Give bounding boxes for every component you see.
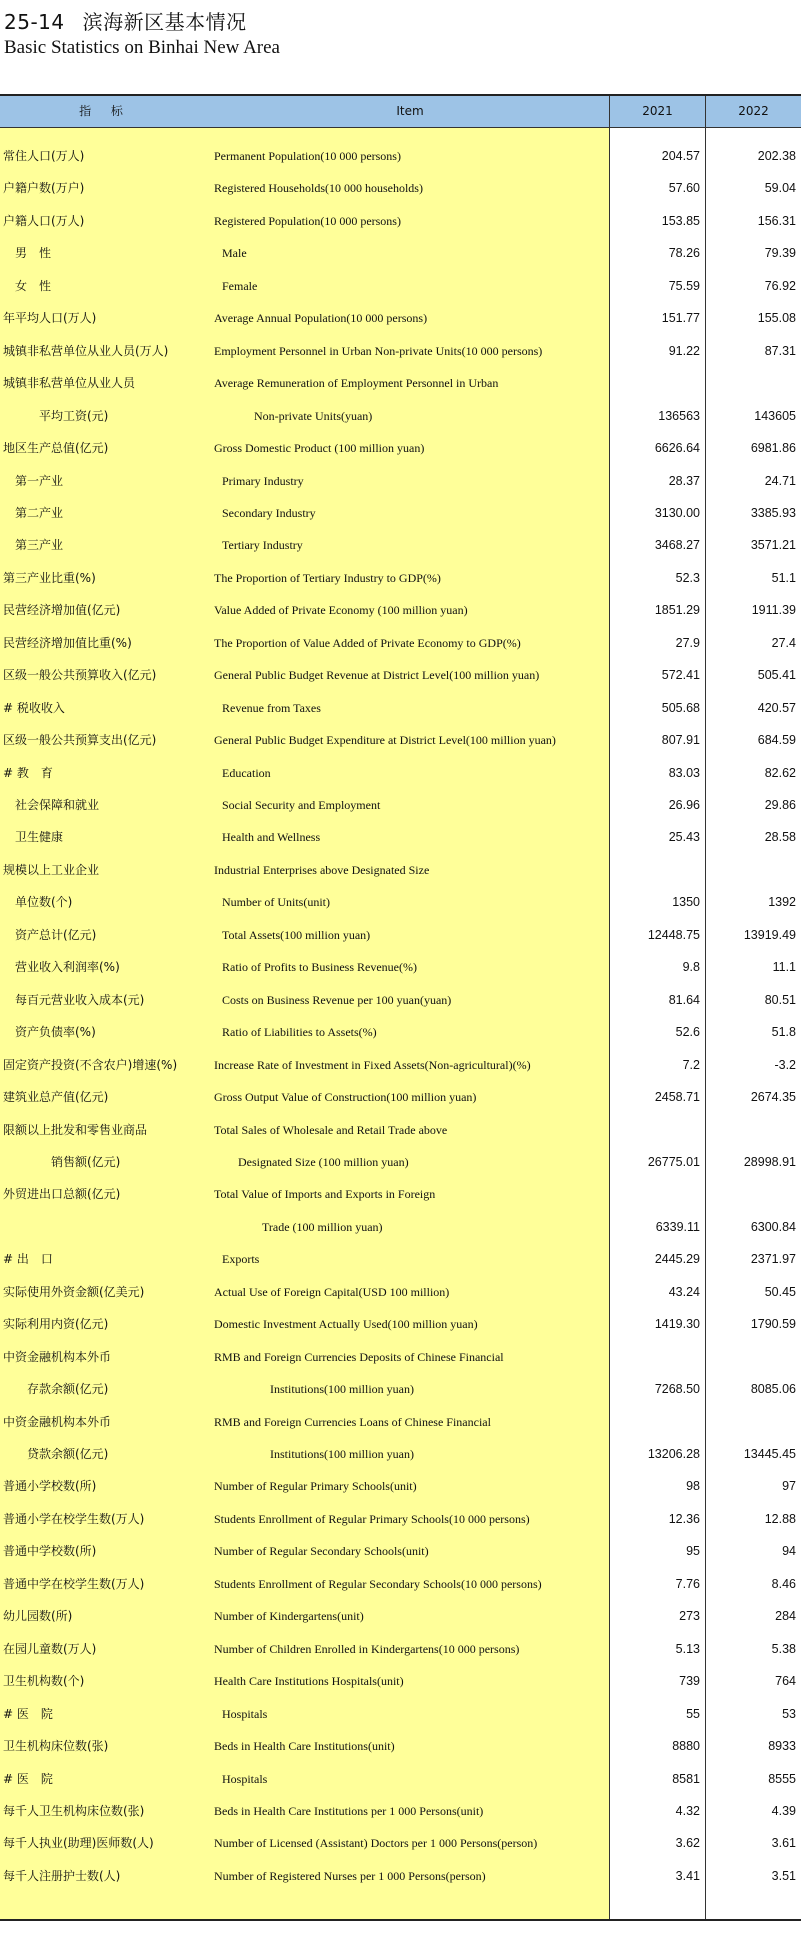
row-item-en: Total Sales of Wholesale and Retail Trade above (214, 1122, 448, 1137)
row-indicator-cn: 普通小学校数(所) (3, 1479, 97, 1494)
row-item-en: Registered Households(10 000 households) (214, 181, 423, 196)
row-indicator-cn: 户籍户数(万户) (3, 181, 85, 196)
value-2021: 1419.30 (654, 1317, 700, 1332)
value-2022: 3.61 (771, 1836, 796, 1851)
row-item-en: Permanent Population(10 000 persons) (214, 149, 401, 163)
row-indicator-cn: 贷款余额(亿元) (27, 1447, 109, 1461)
row-item-en: Gross Domestic Product (100 million yuan) (214, 441, 425, 456)
table-row (0, 1211, 801, 1243)
value-2022: 8.46 (771, 1576, 796, 1591)
table-row (0, 1827, 801, 1859)
value-2022: 8933 (768, 1739, 796, 1754)
table-row (0, 724, 801, 756)
table-row (0, 627, 801, 659)
row-item-en: Registered Population(10 000 persons) (214, 213, 401, 228)
value-2021: 27.9 (675, 635, 700, 650)
table-title-en: Basic Statistics on Binhai New Area (4, 37, 280, 58)
value-2021: 8581 (672, 1771, 700, 1786)
value-2021: 98 (686, 1479, 700, 1494)
row-item-en: Secondary Industry (222, 505, 316, 520)
table-row (0, 854, 801, 886)
table-row (0, 270, 801, 302)
row-indicator-cn: 年平均人口(万人) (3, 311, 97, 326)
row-indicator-cn: 城镇非私营单位从业人员(万人) (3, 343, 169, 358)
value-2022: 155.08 (757, 311, 796, 326)
row-item-en: Total Value of Imports and Exports in Foreign (214, 1187, 436, 1202)
row-indicator-cn: 销售额(亿元) (51, 1154, 121, 1169)
row-indicator-cn: 普通中学校数(所) (3, 1544, 97, 1559)
value-2022: 24.71 (764, 473, 796, 488)
header-year-2021: 2021 (642, 104, 673, 118)
row-indicator-cn: 每千人卫生机构床位数(张) (3, 1803, 145, 1818)
row-item-en: Number of Registered Nurses per 1 000 Persons(person) (214, 1868, 486, 1883)
value-2021: 5.13 (675, 1641, 700, 1656)
value-2022: 28.58 (764, 830, 796, 845)
value-2022: 51.8 (771, 1025, 796, 1040)
row-item-en: Actual Use of Foreign Capital(USD 100 million) (214, 1284, 450, 1299)
row-item-en: Number of Licensed (Assistant) Doctors per 1 000 Persons(person) (214, 1836, 538, 1851)
value-2022: 5.38 (771, 1641, 796, 1656)
table-row (0, 205, 801, 237)
row-item-en: Primary Industry (222, 473, 304, 488)
value-2021: 55 (686, 1706, 700, 1721)
row-indicator-cn: 女 性 (15, 278, 52, 293)
value-2022: 4.39 (771, 1803, 796, 1818)
table-row (0, 789, 801, 821)
value-2021: 6339.11 (655, 1219, 700, 1234)
row-indicator-cn: 实际使用外资金额(亿美元) (3, 1284, 145, 1299)
row-indicator-cn: 规模以上工业企业 (3, 862, 100, 877)
row-indicator-cn: 第一产业 (15, 473, 64, 488)
row-indicator-cn: 固定资产投资(不含农户)增速(%) (3, 1057, 178, 1072)
value-2021: 26.96 (668, 798, 700, 812)
row-item-en: Beds in Health Care Institutions(unit) (214, 1739, 395, 1754)
value-2021: 505.68 (661, 700, 700, 715)
value-2021: 204.57 (661, 149, 700, 163)
table-row (0, 1243, 801, 1275)
value-2022: 80.51 (764, 992, 796, 1007)
table-row (0, 367, 801, 399)
value-2022: 1911.39 (751, 603, 796, 618)
row-item-en: Industrial Enterprises above Designated Size (214, 862, 430, 877)
table-row (0, 692, 801, 724)
table-row (0, 465, 801, 497)
row-indicator-cn: 普通中学在校学生数(万人) (3, 1576, 145, 1591)
value-2021: 136563 (658, 408, 700, 423)
row-item-en: Ratio of Profits to Business Revenue(%) (222, 960, 417, 975)
value-2021: 153.85 (661, 213, 700, 228)
row-indicator-cn: 男 性 (15, 246, 52, 261)
row-item-en: Average Remuneration of Employment Personnel in Urban (214, 376, 499, 391)
table-row (0, 1730, 801, 1762)
value-2021: 26775.01 (647, 1154, 700, 1169)
table-row (0, 1081, 801, 1113)
row-item-en: Number of Units(unit) (222, 895, 330, 910)
row-indicator-cn: 卫生机构数(个) (3, 1674, 85, 1689)
value-2021: 83.03 (668, 765, 700, 780)
table-row (0, 886, 801, 918)
row-item-en: Students Enrollment of Regular Primary Schools(10 000 persons) (214, 1511, 530, 1526)
row-item-en: RMB and Foreign Currencies Deposits of Chinese Financial (214, 1349, 504, 1364)
row-item-en: Ratio of Liabilities to Assets(%) (222, 1025, 377, 1040)
row-indicator-cn: 每百元营业收入成本(元) (15, 992, 145, 1007)
value-2022: 3385.93 (750, 505, 796, 520)
value-2021: 739 (679, 1674, 700, 1689)
row-indicator-cn: 中资金融机构本外币 (3, 1414, 112, 1429)
value-2021: 25.43 (668, 830, 700, 845)
row-item-en: Students Enrollment of Regular Secondary Schools(10 000 persons) (214, 1576, 542, 1591)
value-2021: 95 (686, 1544, 700, 1559)
row-indicator-cn: 中资金融机构本外币 (3, 1349, 112, 1364)
row-indicator-cn: 区级一般公共预算支出(亿元) (3, 733, 157, 748)
header-indicator-cn: 指 标 (79, 104, 131, 118)
value-2022: 27.4 (771, 635, 796, 650)
table-row (0, 1341, 801, 1373)
table-row (0, 1406, 801, 1438)
table-row (0, 1535, 801, 1567)
table-row (0, 432, 801, 464)
value-2021: 7268.50 (654, 1382, 700, 1397)
table-row (0, 919, 801, 951)
value-2021: 52.6 (675, 1025, 700, 1040)
value-2022: 6981.86 (750, 441, 796, 456)
value-2021: 13206.28 (647, 1447, 700, 1461)
row-item-en: Social Security and Employment (222, 798, 381, 812)
row-indicator-cn: 每千人执业(助理)医师数(人) (3, 1836, 154, 1851)
value-2022: 79.39 (764, 246, 796, 261)
row-indicator-cn: 存款余额(亿元) (27, 1382, 109, 1397)
table-row (0, 1016, 801, 1048)
value-2022: 97 (782, 1479, 796, 1494)
row-indicator-cn: # 医 院 (3, 1771, 53, 1786)
table-row (0, 1503, 801, 1535)
value-2021: 52.3 (675, 570, 700, 585)
row-indicator-cn: 实际利用内资(亿元) (3, 1317, 109, 1332)
value-2021: 8880 (672, 1739, 700, 1754)
value-2022: 8555 (768, 1771, 796, 1786)
table-row (0, 1600, 801, 1632)
row-item-en: Value Added of Private Economy (100 million yuan) (214, 603, 468, 618)
row-item-en: Health Care Institutions Hospitals(unit) (214, 1674, 404, 1689)
value-2022: 76.92 (764, 278, 796, 293)
row-item-en: Hospitals (222, 1706, 268, 1721)
column-divider (609, 96, 610, 1919)
table-row (0, 1568, 801, 1600)
table-row (0, 140, 801, 172)
row-item-en: Health and Wellness (222, 830, 321, 845)
table-row (0, 1633, 801, 1665)
value-2022: 3.51 (771, 1868, 796, 1883)
value-2022: 82.62 (764, 765, 796, 780)
row-item-en: The Proportion of Value Added of Private Economy to GDP(%) (214, 635, 521, 650)
row-indicator-cn: 平均工资(元) (39, 408, 109, 423)
row-indicator-cn: 建筑业总产值(亿元) (3, 1090, 109, 1105)
row-indicator-cn: # 教 育 (3, 765, 53, 780)
row-indicator-cn: 民营经济增加值比重(%) (3, 635, 132, 650)
row-item-en: Number of Regular Secondary Schools(unit) (214, 1544, 429, 1559)
value-2021: 273 (679, 1609, 700, 1624)
title-cn-text: 滨海新区基本情况 (82, 10, 247, 34)
header-year-2022: 2022 (738, 104, 769, 118)
row-indicator-cn: 营业收入利润率(%) (15, 960, 120, 975)
table-row (0, 659, 801, 691)
value-2022: 13919.49 (743, 927, 796, 942)
value-2022: 1392 (768, 895, 796, 910)
value-2022: 2674.35 (750, 1090, 796, 1105)
value-2021: 12.36 (668, 1511, 700, 1526)
value-2022: 59.04 (764, 181, 796, 196)
value-2021: 43.24 (668, 1284, 700, 1299)
row-indicator-cn: 限额以上批发和零售业商品 (3, 1122, 148, 1137)
table-row (0, 497, 801, 529)
value-2022: 143605 (754, 408, 796, 423)
row-item-en: Female (222, 278, 258, 293)
value-2022: -3.2 (774, 1057, 796, 1072)
value-2022: 12.88 (764, 1511, 796, 1526)
value-2022: 11.1 (772, 960, 796, 975)
table-row (0, 529, 801, 561)
table-row (0, 1146, 801, 1178)
row-indicator-cn: 第二产业 (15, 505, 64, 520)
row-item-en: Institutions(100 million yuan) (270, 1447, 414, 1461)
row-indicator-cn: # 医 院 (3, 1706, 53, 1721)
column-divider (705, 96, 706, 1919)
table-row (0, 1276, 801, 1308)
value-2022: 29.86 (764, 798, 796, 812)
row-indicator-cn: 卫生机构床位数(张) (3, 1739, 109, 1754)
value-2021: 9.8 (682, 960, 700, 975)
table-row (0, 1114, 801, 1146)
row-indicator-cn: 幼儿园数(所) (3, 1609, 73, 1624)
table-row (0, 984, 801, 1016)
row-indicator-cn: 单位数(个) (15, 895, 73, 910)
value-2022: 13445.45 (743, 1447, 796, 1461)
value-2022: 284 (775, 1609, 796, 1624)
table-row (0, 594, 801, 626)
table-body (0, 128, 801, 1919)
table-title-cn (4, 6, 247, 35)
table-row (0, 1698, 801, 1730)
row-indicator-cn: 第三产业比重(%) (3, 570, 96, 585)
value-2021: 6626.64 (654, 441, 700, 456)
value-2022: 53 (782, 1706, 796, 1721)
row-item-en: Trade (100 million yuan) (262, 1219, 383, 1234)
row-item-en: Gross Output Value of Construction(100 million yuan) (214, 1090, 477, 1105)
row-indicator-cn: 社会保障和就业 (15, 798, 100, 812)
value-2021: 3.62 (675, 1836, 700, 1851)
row-item-en: Number of Kindergartens(unit) (214, 1609, 364, 1624)
row-indicator-cn: 资产总计(亿元) (15, 927, 97, 942)
header-item-en: Item (396, 104, 424, 118)
row-indicator-cn: 卫生健康 (15, 830, 64, 845)
row-item-en: Exports (222, 1252, 260, 1267)
value-2022: 2371.97 (750, 1252, 796, 1267)
table-row (0, 1763, 801, 1795)
row-indicator-cn: 城镇非私营单位从业人员 (3, 376, 136, 391)
row-item-en: Revenue from Taxes (222, 700, 321, 715)
row-item-en: Hospitals (222, 1771, 268, 1786)
value-2022: 764 (775, 1674, 796, 1689)
bottom-rule (0, 1919, 801, 1921)
row-item-en: Increase Rate of Investment in Fixed Assets(Non-agricultural)(%) (214, 1057, 531, 1072)
row-indicator-cn: 户籍人口(万人) (3, 213, 85, 228)
row-indicator-cn: 在园儿童数(万人) (3, 1641, 97, 1656)
row-indicator-cn: # 税收收入 (3, 700, 65, 715)
table-row (0, 335, 801, 367)
row-indicator-cn: 区级一般公共预算收入(亿元) (3, 668, 157, 683)
row-item-en: The Proportion of Tertiary Industry to GDP(%) (214, 570, 441, 585)
table-row (0, 951, 801, 983)
value-2022: 6300.84 (750, 1219, 796, 1234)
row-indicator-cn: 民营经济增加值(亿元) (3, 603, 121, 618)
value-2021: 572.41 (661, 668, 700, 683)
value-2021: 28.37 (668, 473, 700, 488)
row-indicator-cn: 普通小学在校学生数(万人) (3, 1511, 145, 1526)
table-row (0, 1470, 801, 1502)
row-item-en: General Public Budget Expenditure at District Level(100 million yuan) (214, 733, 556, 748)
table-row (0, 757, 801, 789)
table-row (0, 1049, 801, 1081)
value-2021: 151.77 (661, 311, 700, 326)
value-2021: 7.2 (682, 1057, 700, 1072)
row-indicator-cn: 第三产业 (15, 538, 64, 553)
row-item-en: General Public Budget Revenue at District Level(100 million yuan) (214, 668, 540, 683)
value-2022: 94 (782, 1544, 796, 1559)
row-item-en: Education (222, 765, 271, 780)
row-item-en: Average Annual Population(10 000 persons) (214, 311, 428, 326)
value-2022: 51.1 (771, 570, 796, 585)
table-row (0, 1373, 801, 1405)
row-item-en: Beds in Health Care Institutions per 1 000 Persons(unit) (214, 1803, 484, 1818)
value-2021: 1851.29 (654, 603, 700, 618)
value-2022: 156.31 (757, 213, 796, 228)
value-2021: 2458.71 (654, 1090, 700, 1105)
table-row (0, 562, 801, 594)
value-2021: 75.59 (668, 278, 700, 293)
row-indicator-cn: # 出 口 (3, 1252, 53, 1267)
value-2022: 420.57 (757, 700, 796, 715)
value-2021: 78.26 (668, 246, 700, 261)
row-item-en: Tertiary Industry (222, 538, 303, 553)
value-2021: 81.64 (668, 992, 700, 1007)
value-2022: 3571.21 (750, 538, 796, 553)
row-item-en: RMB and Foreign Currencies Loans of Chinese Financial (214, 1414, 491, 1429)
table-row (0, 1178, 801, 1210)
table-row (0, 1795, 801, 1827)
row-item-en: Institutions(100 million yuan) (270, 1382, 414, 1397)
row-item-en: Male (222, 246, 247, 261)
table-row (0, 821, 801, 853)
value-2021: 91.22 (668, 343, 700, 358)
table-row (0, 1860, 801, 1892)
value-2021: 12448.75 (647, 927, 700, 942)
row-item-en: Costs on Business Revenue per 100 yuan(yuan) (222, 992, 452, 1007)
value-2022: 28998.91 (743, 1154, 796, 1169)
row-indicator-cn: 外贸进出口总额(亿元) (3, 1187, 121, 1202)
value-2021: 807.91 (661, 733, 700, 748)
value-2021: 3.41 (675, 1868, 700, 1883)
value-2022: 50.45 (764, 1284, 796, 1299)
table-row (0, 400, 801, 432)
value-2021: 57.60 (668, 181, 700, 196)
row-item-en: Employment Personnel in Urban Non-private Units(10 000 persons) (214, 343, 543, 358)
row-item-en: Total Assets(100 million yuan) (222, 927, 371, 942)
value-2021: 7.76 (675, 1576, 700, 1591)
value-2022: 87.31 (764, 343, 796, 358)
value-2021: 3468.27 (654, 538, 700, 553)
value-2021: 1350 (672, 895, 700, 910)
table-row (0, 1665, 801, 1697)
value-2021: 3130.00 (654, 505, 700, 520)
row-item-en: Designated Size (100 million yuan) (238, 1154, 409, 1169)
value-2021: 4.32 (675, 1803, 700, 1818)
row-item-en: Number of Regular Primary Schools(unit) (214, 1479, 417, 1494)
table-number: 25-14 (4, 10, 65, 34)
value-2022: 8085.06 (750, 1382, 796, 1397)
table-header (0, 96, 801, 128)
value-2022: 1790.59 (750, 1317, 796, 1332)
value-2022: 684.59 (757, 733, 796, 748)
row-indicator-cn: 常住人口(万人) (3, 149, 85, 163)
value-2021: 2445.29 (654, 1252, 700, 1267)
table-row (0, 1308, 801, 1340)
table-row (0, 237, 801, 269)
row-indicator-cn: 每千人注册护士数(人) (3, 1868, 121, 1883)
row-item-en: Number of Children Enrolled in Kindergartens(10 000 persons) (214, 1641, 520, 1656)
value-2022: 505.41 (757, 668, 796, 683)
table-row (0, 1438, 801, 1470)
row-indicator-cn: 地区生产总值(亿元) (3, 441, 109, 456)
row-item-en: Non-private Units(yuan) (254, 408, 373, 423)
row-item-en: Domestic Investment Actually Used(100 million yuan) (214, 1317, 478, 1332)
table-row (0, 172, 801, 204)
table-row (0, 302, 801, 334)
statistics-table (0, 96, 801, 1919)
value-2022: 202.38 (757, 149, 796, 163)
row-indicator-cn: 资产负债率(%) (15, 1025, 96, 1040)
